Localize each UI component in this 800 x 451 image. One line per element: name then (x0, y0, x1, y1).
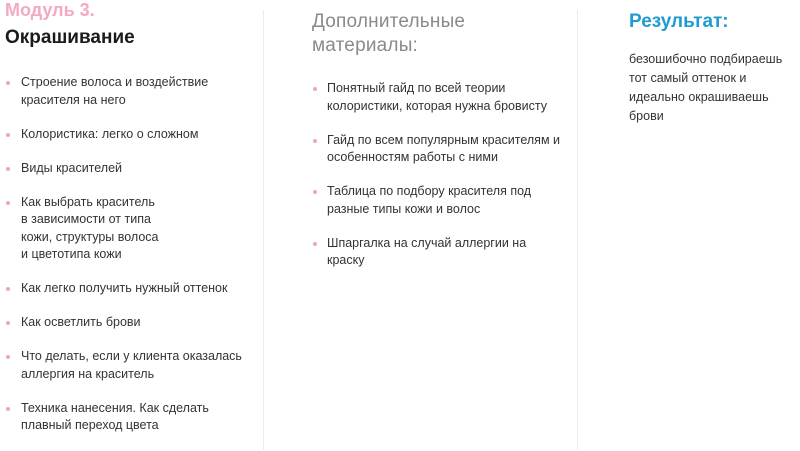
column-divider-right (577, 10, 578, 450)
list-item (5, 126, 255, 144)
list-item (312, 80, 562, 115)
list-item (5, 74, 255, 109)
list-item-text: Шпаргалка на случай аллергии на краску (327, 235, 527, 267)
materials-column (312, 10, 562, 286)
list-item-text: Гайд по всем популярным красителям и особенностям работы с ними (327, 132, 561, 164)
list-item (5, 194, 255, 264)
bullet-dot (313, 190, 317, 194)
bullet-dot (6, 407, 10, 411)
module-number: Модуль 3. (5, 0, 95, 20)
materials-title-line2: материалы: (312, 35, 419, 56)
list-item-text: Таблица по подбору красителя под разные типы кожи и волос (327, 184, 532, 216)
bullet-dot (313, 87, 317, 91)
list-item (312, 235, 562, 270)
list-item-text: Техника нанесения. Как сделать плавный переход цвета (21, 400, 209, 432)
module-topics-list (5, 74, 255, 435)
bullet-dot (313, 139, 317, 143)
module-column (5, 0, 255, 451)
list-item (312, 132, 562, 167)
bullet-dot (6, 133, 10, 137)
column-divider-left (263, 10, 264, 450)
list-item-text: Как выбрать краситель в зависимости от типа кожи, структуры волоса и цветотипа кожи (21, 194, 159, 261)
list-item-text: Строение волоса и воздействие красителя на него (21, 75, 209, 107)
materials-title (312, 10, 562, 58)
list-item (312, 183, 562, 218)
list-item (5, 160, 255, 178)
list-item (5, 400, 255, 435)
materials-title-line1: Дополнительные (312, 11, 466, 32)
list-item-text: Как осветлить брови (21, 315, 141, 329)
bullet-dot (6, 81, 10, 85)
list-item (5, 280, 255, 298)
list-item-text: Виды красителей (21, 160, 123, 175)
bullet-dot (6, 287, 10, 291)
bullet-dot (6, 321, 10, 325)
bullet-dot (6, 201, 10, 205)
list-item (5, 314, 255, 332)
list-item (5, 348, 255, 383)
list-item-text: Как легко получить нужный оттенок (21, 281, 228, 295)
result-column (629, 10, 800, 126)
bullet-dot (6, 355, 10, 359)
list-item-text: Что делать, если у клиента оказалась аллергия на краситель (21, 349, 242, 381)
result-title: Результат: (629, 11, 729, 32)
list-item-text: Понятный гайд по всей теории колористики, которая нужна бровисту (327, 81, 547, 113)
bullet-dot (313, 242, 317, 246)
result-text: безошибочно подбираешь тот самый оттенок и идеально окрашиваешь брови (629, 52, 783, 123)
bullet-dot (6, 167, 10, 171)
module-title: Окрашивание (5, 27, 135, 48)
materials-list (312, 80, 562, 270)
list-item-text: Колористика: легко о сложном (21, 126, 199, 141)
